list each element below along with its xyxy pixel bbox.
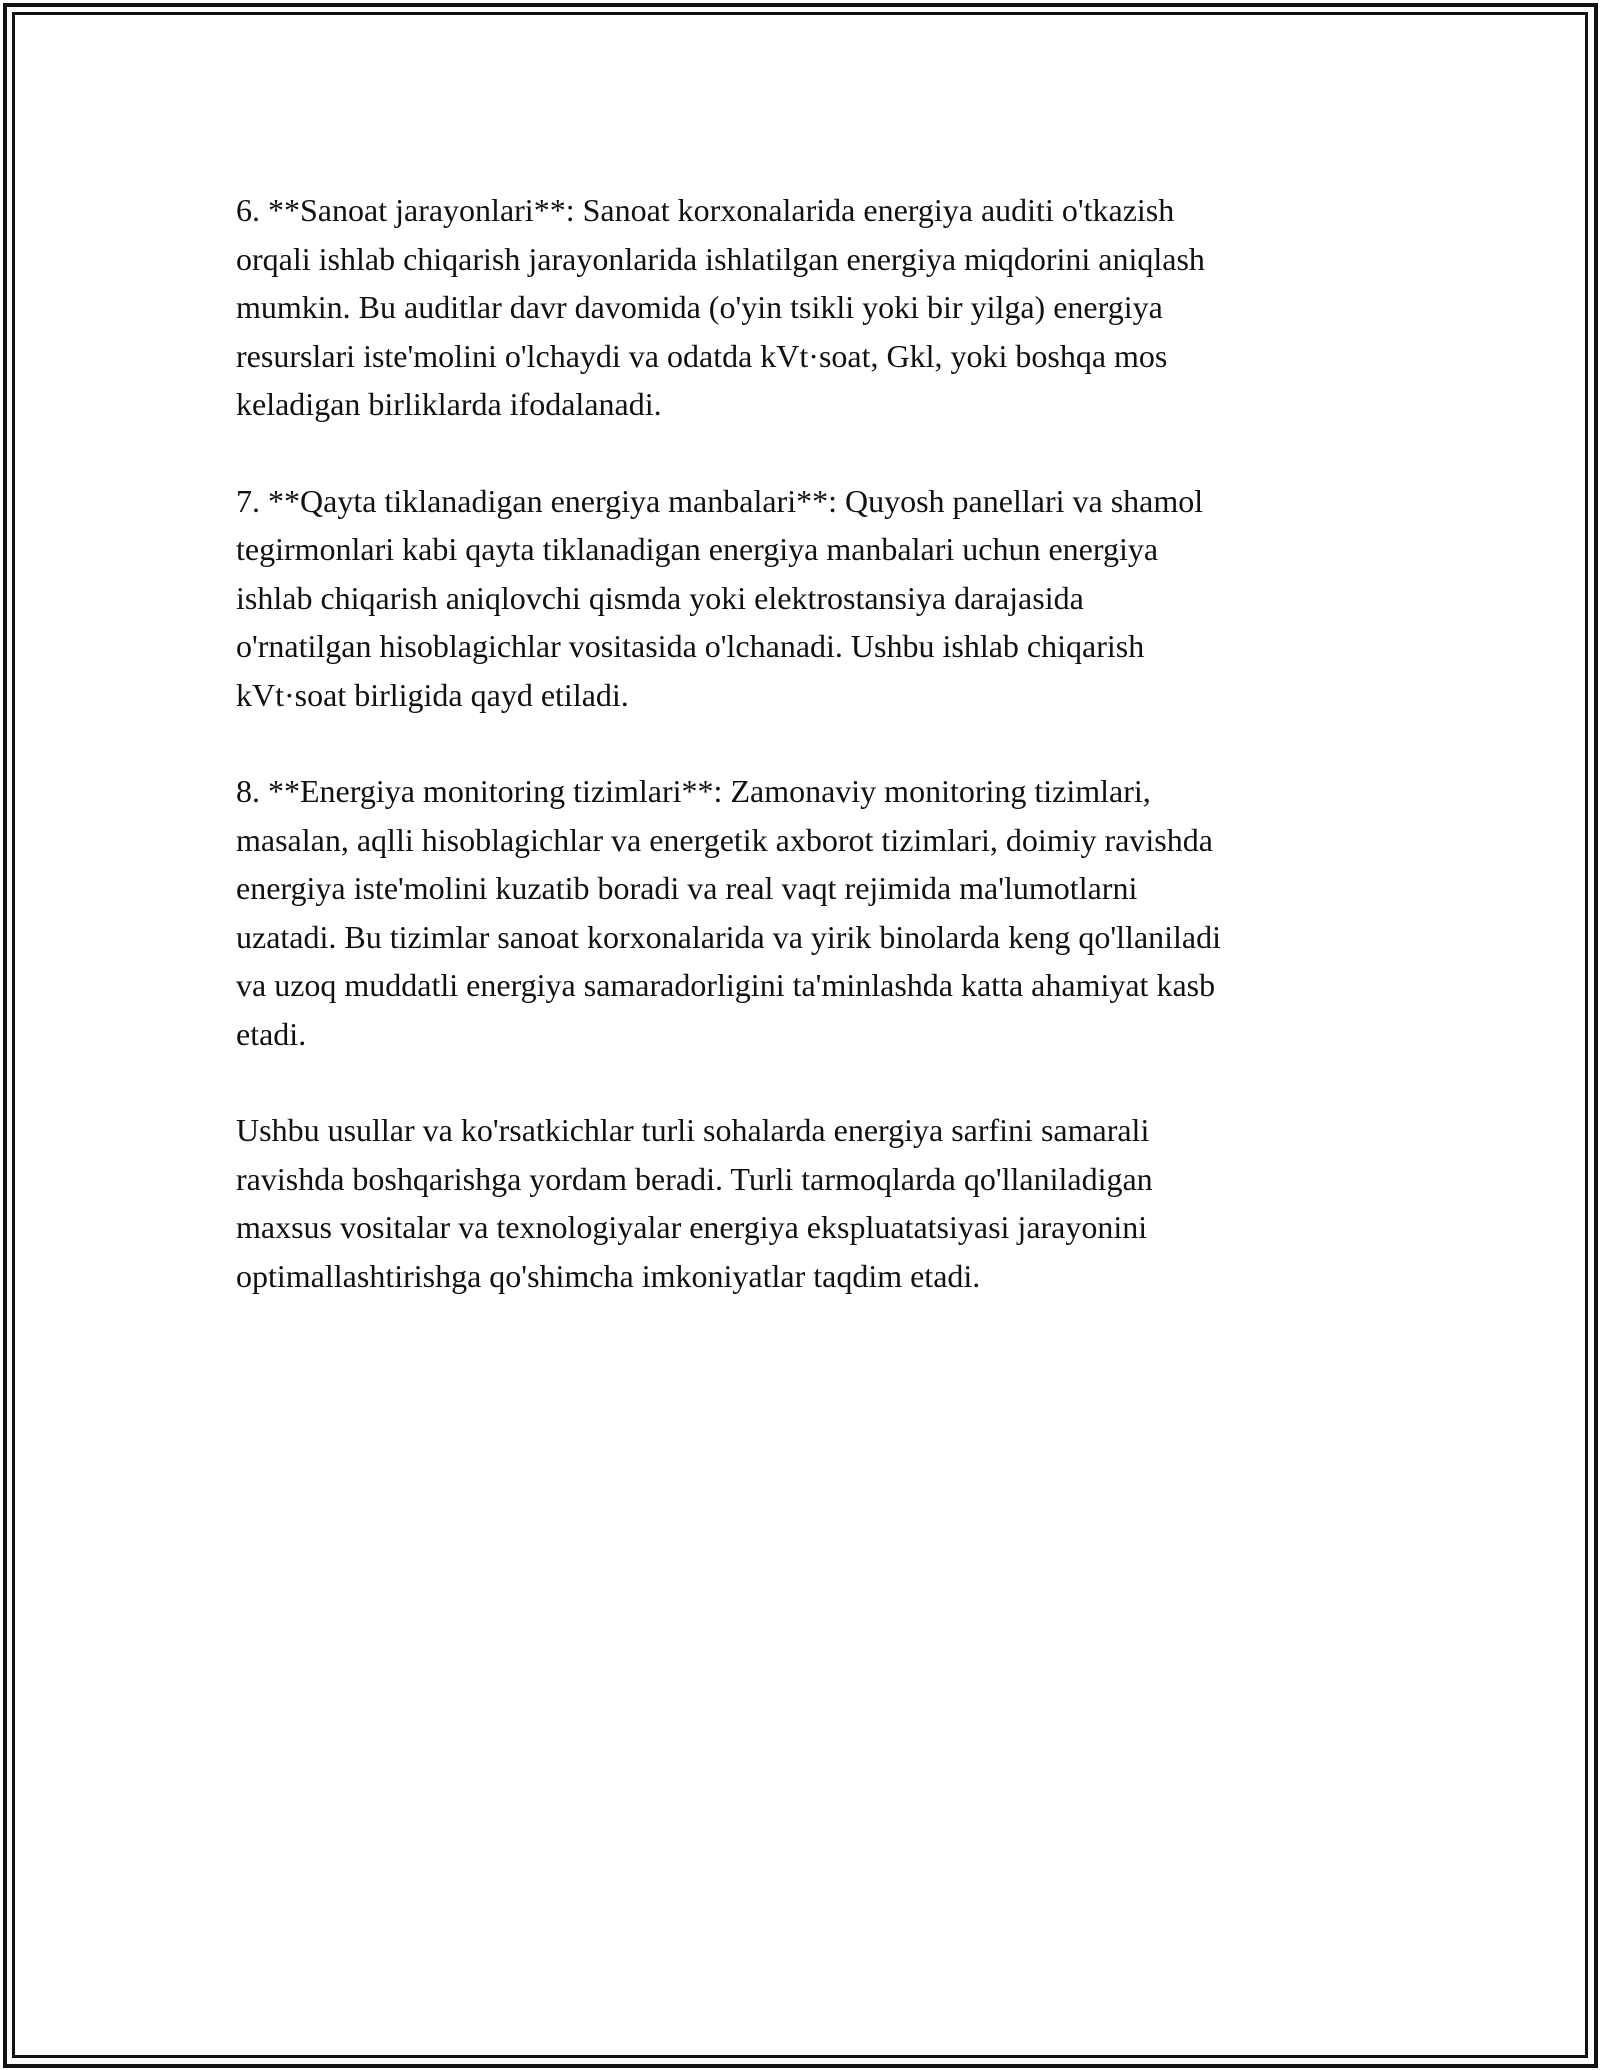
text-line: mumkin. Bu auditlar davr davomida (o'yin tsikli yoki bir yilga) energiya xyxy=(236,289,1163,325)
text-line: optimallashtirishga qo'shimcha imkoniyatlar taqdim etadi. xyxy=(236,1257,981,1294)
document-body xyxy=(236,186,1376,1348)
paragraph-industrial-processes xyxy=(236,186,1376,429)
text-line: 7. **Qayta tiklanadigan energiya manbalari**: Quyosh panellari va shamol xyxy=(236,482,1204,519)
text-line: Ushbu usullar va ko'rsatkichlar turli sohalarda energiya sarfini samarali xyxy=(236,1112,1150,1148)
text-line: 8. **Energiya monitoring tizimlari**: Zamonaviy monitoring tizimlari, xyxy=(236,773,1151,809)
text-line: etadi. xyxy=(236,1015,307,1052)
text-line: va uzoq muddatli energiya samaradorligini ta'minlashda katta ahamiyat kasb xyxy=(236,967,1216,1003)
text-line: ishlab chiqarish aniqlovchi qismda yoki elektrostansiya darajasida xyxy=(236,579,1084,616)
text-line: o'rnatilgan hisoblagichlar vositasida o'lchanadi. Ushbu ishlab chiqarish xyxy=(236,628,1145,664)
text-line: tegirmonlari kabi qayta tiklanadigan energiya manbalari uchun energiya xyxy=(236,531,1159,567)
text-line: uzatadi. Bu tizimlar sanoat korxonalarida va yirik binolarda keng qo'llaniladi xyxy=(236,918,1222,955)
paragraph-monitoring-systems xyxy=(236,767,1376,1058)
text-line: orqali ishlab chiqarish jarayonlarida ishlatilgan energiya miqdorini aniqlash xyxy=(236,240,1205,277)
text-line: maxsus vositalar va texnologiyalar energiya ekspluatatsiyasi jarayonini xyxy=(236,1209,1148,1245)
text-line: masalan, aqlli hisoblagichlar va energetik axborot tizimlari, doimiy ravishda xyxy=(236,821,1213,858)
text-line: ravishda boshqarishga yordam beradi. Turli tarmoqlarda qo'llaniladigan xyxy=(236,1160,1153,1197)
text-line: 6. **Sanoat jarayonlari**: Sanoat korxonalarida energiya auditi o'tkazish xyxy=(236,192,1175,228)
text-line: kVt·soat birligida qayd etiladi. xyxy=(236,676,629,713)
paragraph-renewable-energy xyxy=(236,477,1376,720)
text-line: resurslari iste'molini o'lchaydi va odatda kVt·soat, Gkl, yoki boshqa mos xyxy=(236,337,1168,374)
text-line: keladigan birliklarda ifodalanadi. xyxy=(236,386,662,422)
text-line: energiya iste'molini kuzatib boradi va real vaqt rejimida ma'lumotlarni xyxy=(236,870,1138,906)
paragraph-conclusion xyxy=(236,1106,1376,1300)
